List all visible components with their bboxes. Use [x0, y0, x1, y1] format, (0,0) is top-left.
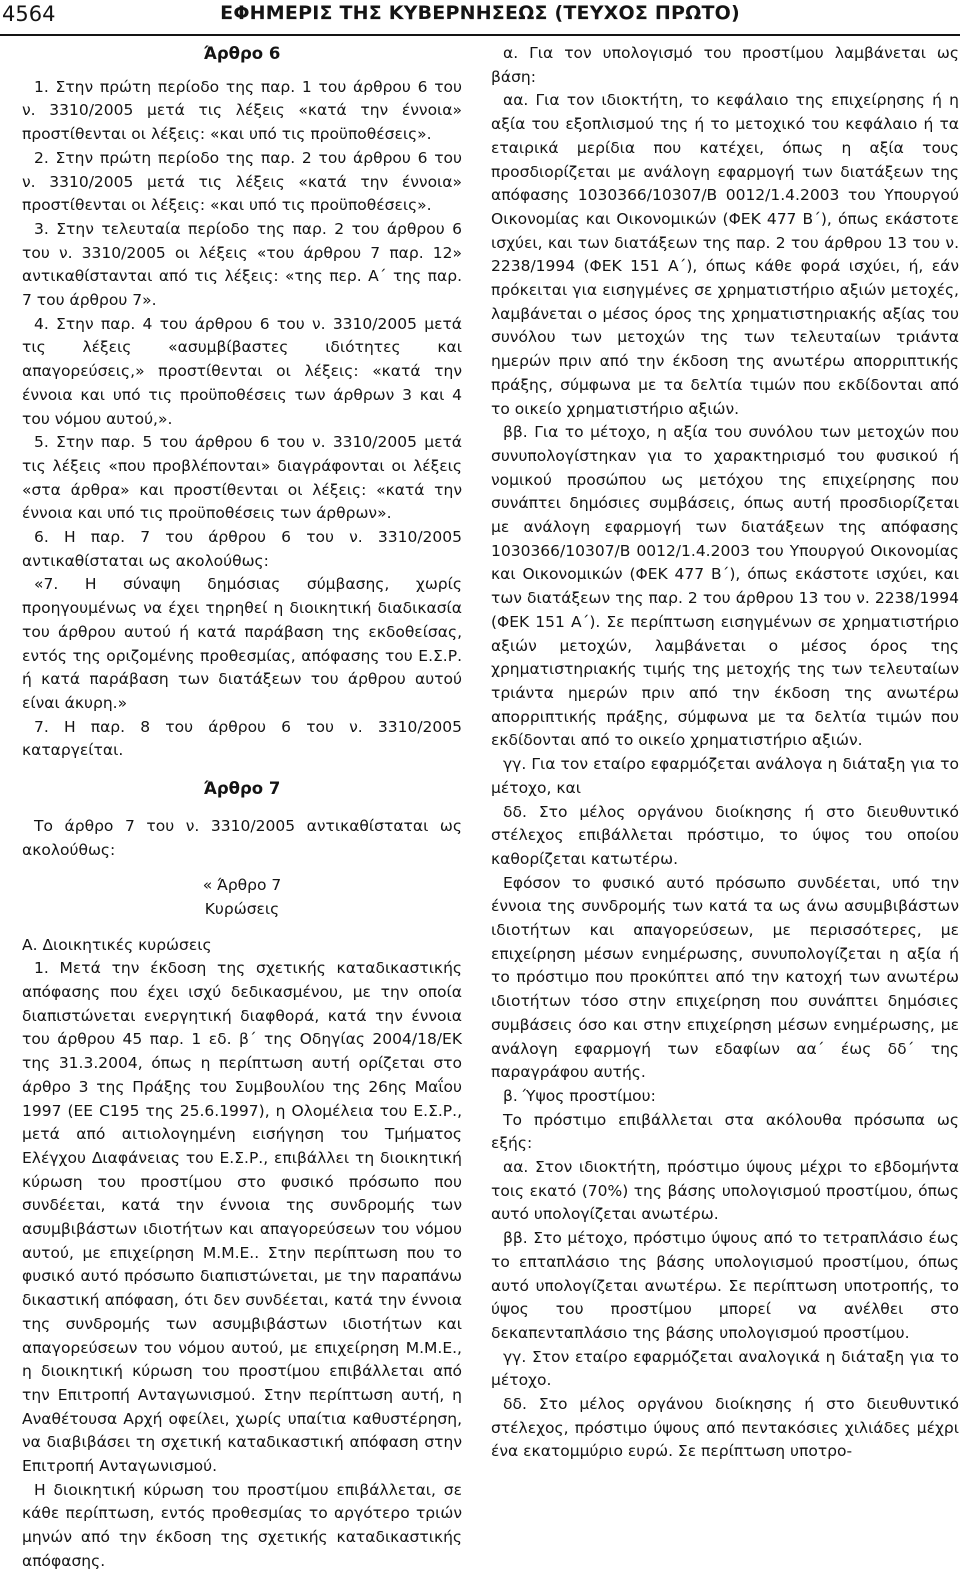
article-6-heading: Άρθρο 6	[203, 44, 281, 63]
article-6-para-7: 7. Η παρ. 8 του άρθρου 6 του ν. 3310/2005 καταργείται.	[22, 717, 462, 760]
page-header	[0, 0, 960, 36]
calc-basis-shareholder: ββ. Για το μέτοχο, η αξία του συνόλου των μετοχών που συνυπολογίστηκαν για το χαρακτηρισμό του φυσικού ή νομικού προσώπου ως μετόχου της επιχείρησης που συνάπτει δημόσιες συμβάσεις, όπως αυτή προσδιορίζεται με ανάλογη εφαρμογή των διατάξεων της απόφασης 1030366/10307/Β 0012/1.4.2003 του Υπουργού Οικονομίας και Οικονομικών (ΦΕΚ 477 Β΄), όπως εκάστοτε ισχύει, και των διατάξεων της παρ. 2 του άρθρου 13 του ν. 2238/1994 (ΦΕΚ 151 Α΄). Σε περίπτωση εισηγμένων σε χρηματιστήριο αξιών μετοχών, λαμβάνεται ο μέσος όρος της χρηματιστηριακής τιμής της μετοχής της των τελευταίων τριάντα ημερών πριν από την έκδοση της ανωτέρω απορριπτικής πράξης, σύμφωνα με τα δελτία τιμών που εκδίδονται από το οικείο χρηματιστήριο αξιών.	[491, 423, 959, 750]
calc-basis-owner: αα. Για τον ιδιοκτήτη, το κεφάλαιο της επιχείρησης ή η αξία του εξοπλισμού της ή το μετοχικό του κεφάλαιο ή τα εταιρικά μερίδια που κατέχει, όπως η αξία τους προσδιορίζεται με ανάλογη εφαρμογή των διατάξεων της απόφασης 1030366/10307/Β 0012/1.4.2003 του Υπουργού Οικονομίας και Οικονομικών (ΦΕΚ 477 Β΄), όπως εκάστοτε ισχύει, και των διατάξεων της παρ. 2 του άρθρου 13 του ν. 2238/1994 (ΦΕΚ 151 Α΄), όπως κάθε φορά ισχύει, ή, εάν πρόκειται για εισηγμένες σε χρηματιστήριο αξιών μετοχές, λαμβάνεται ο μέσος όρος της χρηματιστηριακής αξίας του συνόλου των μετοχών της των τελευταίων τριάντα ημερών πριν από την έκδοση της ανωτέρω απορριπτικής πράξης, σύμφωνα με τα δελτία τιμών που εκδίδονται από το οικείο χρηματιστήριο αξιών.	[491, 91, 959, 418]
header-rule	[0, 34, 960, 36]
article-6-para-4: 4. Στην παρ. 4 του άρθρου 6 του ν. 3310/2005 μετά τις λέξεις «ασυμβίβαστες ιδιότητες και απαγορεύσεις,» προστίθενται οι λέξεις: «κατά την έννοια και υπό τις προϋποθέσεις των άρθρων 3 και 4 του νόμου αυτού,».	[22, 314, 462, 428]
fine-amount-intro: Το πρόστιμο επιβάλλεται στα ακόλουθα πρόσωπα ως εξής:	[491, 1110, 959, 1153]
article-6-para-6: 6. Η παρ. 7 του άρθρου 6 του ν. 3310/2005 αντικαθίσταται ως ακολούθως:	[22, 528, 462, 570]
article-6-para-1: 1. Στην πρώτη περίοδο της παρ. 1 του άρθρου 6 του ν. 3310/2005 μετά τις λέξεις «κατά την έννοια» προστίθενται οι λέξεις: «και υπό τις προϋποθέσεις».	[22, 77, 462, 144]
fine-owner: αα. Στον ιδιοκτήτη, πρόστιμο ύψους μέχρι το εβδομήντα τοις εκατό (70%) της βάσης υπολογισμού προστίμου, όπως αυτό υπολογίζεται ανωτέρω.	[491, 1158, 959, 1224]
article-6-para-3: 3. Στην τελευταία περίοδο της παρ. 2 του άρθρου 6 του ν. 3310/2005 οι λέξεις «του άρθρου 7 παρ. 12» αντικαθίστανται από τις λέξεις: «της περ. Α΄ της παρ. 7 του άρθρου 7».	[22, 219, 462, 310]
article-7-heading: Άρθρο 7	[203, 779, 281, 799]
quoted-article-7-heading: « Άρθρο 7	[202, 876, 282, 895]
sanctions-heading: Κυρώσεις	[204, 899, 280, 918]
page-number: 4564	[2, 2, 56, 26]
right-column	[491, 42, 959, 1464]
fine-amount-heading: β. Ύψος προστίμου:	[503, 1086, 656, 1105]
fine-board-member: δδ. Στο μέλος οργάνου διοίκησης ή στο διευθυντικό στέλεχος, πρόστιμο ύψους από πεντακόσιες χιλιάδες μέχρι ένα εκατομμύριο ευρώ. Σε περίπτωση υποτρο-	[491, 1395, 959, 1461]
article-7-intro: Το άρθρο 7 του ν. 3310/2005 αντικαθίσταται ως ακολούθως:	[22, 816, 462, 859]
calc-basis-board-member: δδ. Στο μέλος οργάνου διοίκησης ή στο διευθυντικό στέλεχος επιβάλλεται πρόστιμο, το ύψος του οποίου καθορίζεται κατωτέρω.	[491, 802, 959, 868]
calc-basis-partner: γγ. Για τον εταίρο εφαρμόζεται ανάλογα η διάταξη για το μέτοχο, και	[491, 755, 959, 797]
fine-partner: γγ. Στον εταίρο εφαρμόζεται αναλογικά η διάταξη για το μέτοχο.	[491, 1347, 959, 1390]
article-6-para-5: 5. Στην παρ. 5 του άρθρου 6 του ν. 3310/2005 μετά τις λέξεις «που προβλέπονται» διαγράφονται οι λέξεις «στα άρθρα» και προστίθενται οι λέξεις: «κατά την έννοια και υπό τις προϋποθέσεις των άρθρων».	[22, 433, 462, 523]
sanctions-para-1: 1. Μετά την έκδοση της σχετικής καταδικαστικής απόφασης που έχει ισχύ δεδικασμένου, με την οποία διαπιστώνεται ενεργητική διαφθορά, κατά την έννοια του άρθρου 45 παρ. 1 εδ. β΄ της Οδηγίας 2004/18/ΕΚ της 31.3.2004, όπως η περίπτωση αυτή ορίζεται στο άρθρο 3 της Πράξης του Συμβουλίου της 26ης Μαΐου 1997 (ΕΕ C195 της 25.6.1997), η Ολομέλεια του Ε.Σ.Ρ., μετά από αιτιολογημένη εισήγηση του Τμήματος Ελέγχου Διαφάνειας του Ε.Σ.Ρ., επιβάλλει τη διοικητική κύρωση του προστίμου στο φυσικό πρόσωπο που συνδέεται, κατά την έννοια της συνδρομής των ασυμβιβάστων ιδιοτήτων και απαγορεύσεων του νόμου αυτού, με επιχείρηση Μ.Μ.Ε.. Στην περίπτωση που το φυσικό αυτό πρόσωπο διαπιστώνεται, με την παραπάνω δικαστική απόφαση, ότι δεν συνδέεται, κατά την έννοια της συνδρομής των ασυμβιβάστων ιδιοτήτων και απαγορεύσεων του νόμου αυτού, με επιχείρηση Μ.Μ.Ε., η διοικητική κύρωση του προστίμου επιβάλλεται από την Επιτροπή Ανταγωνισμού. Στην περίπτωση αυτή, η Αναθέτουσα Αρχή οφείλει, χωρίς υπαίτια καθυστέρηση, να διαβιβάσει τη σχετική καταδικαστική απόφαση στην Επιτροπή Ανταγωνισμού.	[22, 959, 462, 1476]
left-column	[22, 42, 462, 1574]
sanctions-para-deadline: Η διοικητική κύρωση του προστίμου επιβάλλεται, σε κάθε περίπτωση, εντός προθεσμίας το αργότερο τριών μηνών από την έκδοση της σχετικής καταδικαστικής απόφασης.	[22, 1480, 462, 1570]
journal-title: ΕΦΗΜΕΡΙΣ ΤΗΣ ΚΥΒΕΡΝΗΣΕΩΣ (ΤΕΥΧΟΣ ΠΡΩΤΟ)	[220, 2, 740, 24]
calc-basis-intro: α. Για τον υπολογισμό του προστίμου λαμβάνεται ως βάση:	[491, 44, 959, 86]
article-6-para-2: 2. Στην πρώτη περίοδο της παρ. 2 του άρθρου 6 του ν. 3310/2005 μετά τις λέξεις «κατά την έννοια» προστίθενται οι λέξεις: «και υπό τις προϋποθέσεις».	[22, 148, 462, 215]
article-6-para-6-quote: «7. Η σύναψη δημόσιας σύμβασης, χωρίς προηγουμένως να έχει τηρηθεί η διοικητική διαδικασία του άρθρου αυτού ή κατά παράβαση της εκδοθείσας, εντός της οριζομένης προθεσμίας, απόφασης του Ε.Σ.Ρ. ή κατά παράβαση των διατάξεων του άρθρου αυτού είναι άκυρη.»	[22, 575, 462, 712]
fine-shareholder: ββ. Στο μέτοχο, πρόστιμο ύψους από το τετραπλάσιο έως το επταπλάσιο της βάσης υπολογισμού προστίμου, όπως αυτό υπολογίζεται ανωτέρω. Σε περίπτωση υποτροπής, το ύψος του προστίμου μπορεί να ανέλθει στο δεκαπενταπλάσιο της βάσης υπολογισμού προστίμου.	[491, 1229, 959, 1342]
calc-basis-aggregation: Εφόσον το φυσικό αυτό πρόσωπο συνδέεται, υπό την έννοια της συνδρομής των κατά τα ως άνω ασυμβιβάστων ιδιοτήτων και απαγορεύσεων, με περισσότερες, με επιχείρηση μέσων ενημέρωσης, συνυπολογίζεται η αξία ή το πρόστιμο που προκύπτει από την κατοχή των ανωτέρω ιδιοτήτων τόσο στην επιχείρηση που συνάπτει δημόσιες συμβάσεις όσο και στην επιχείρηση μέσων ενημέρωσης, με ανάλογη εφαρμογή των εδαφίων αα΄ έως δδ΄ της παραγράφου αυτής.	[491, 873, 959, 1082]
administrative-sanctions-heading: Α. Διοικητικές κυρώσεις	[22, 935, 212, 954]
